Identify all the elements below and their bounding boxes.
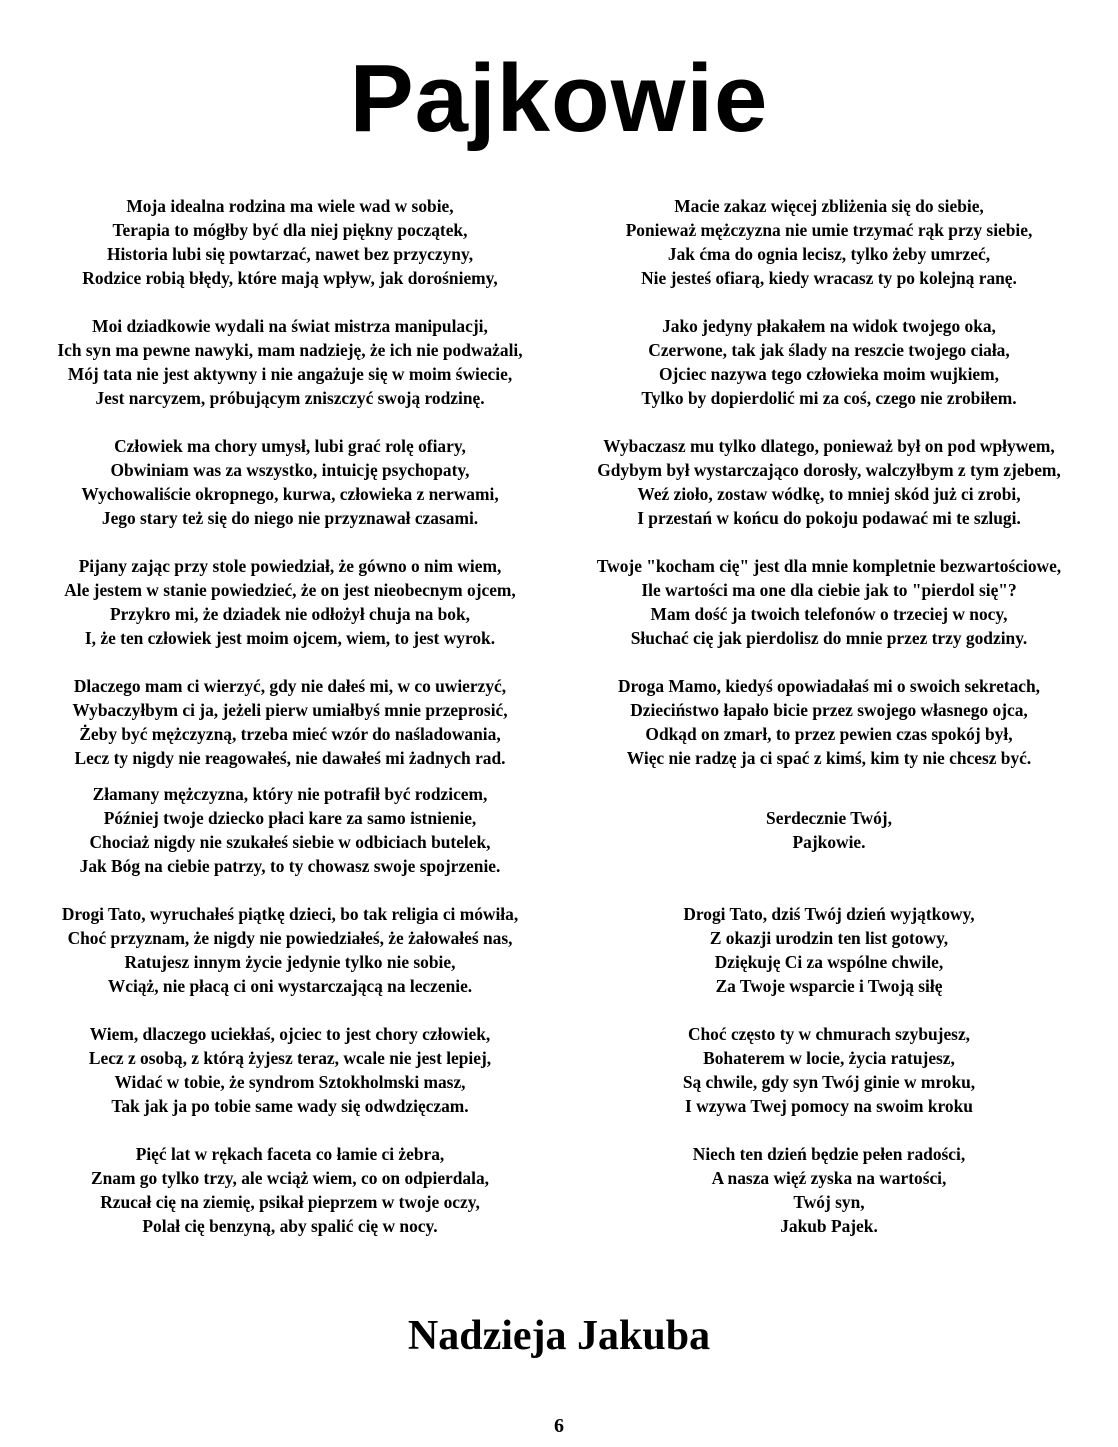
verse-line: Drogi Tato, dziś Twój dzień wyjątkowy, <box>683 904 975 924</box>
verse-line: Złamany mężczyzna, który nie potrafił być rodzicem, <box>92 784 488 804</box>
verse-line: Są chwile, gdy syn Twój ginie w mroku, <box>682 1072 976 1092</box>
verse-line: Moi dziadkowie wydali na świat mistrza manipulacji, <box>92 316 488 336</box>
verse-line: Człowiek ma chory umysł, lubi grać rolę ofiary, <box>114 436 466 456</box>
verse-line: Czerwone, tak jak ślady na reszcie twojego ciała, <box>648 340 1010 360</box>
verse-line: Tylko by dopierdolić mi za coś, czego nie zrobiłem. <box>641 388 1017 408</box>
verse-line: Bohaterem w locie, życia ratujesz, <box>703 1048 955 1068</box>
verse-line: Wychowaliście okropnego, kurwa, człowieka z nerwami, <box>81 484 499 504</box>
verse-line: Odkąd on zmarł, to przez pewien czas spokój był, <box>645 724 1013 744</box>
stanza <box>560 1142 1098 1238</box>
verse-line: I, że ten człowiek jest moim ojcem, wiem, to jest wyrok. <box>84 628 496 648</box>
verse-line: Jak Bóg na ciebie patrzy, to ty chowasz swoje spojrzenie. <box>79 856 501 876</box>
verse-line: Dlaczego mam ci wierzyć, gdy nie dałeś mi, w co uwierzyć, <box>73 676 507 696</box>
verse-line: Jakub Pajek. <box>780 1216 878 1236</box>
verse-line: Niech ten dzień będzie pełen radości, <box>692 1144 966 1164</box>
left-column <box>16 194 564 1262</box>
verse-line: I wzywa Twej pomocy na swoim kroku <box>685 1096 973 1116</box>
verse-line: Wiem, dlaczego uciekłaś, ojciec to jest chory człowiek, <box>89 1024 491 1044</box>
verse-line: Ponieważ mężczyzna nie umie trzymać rąk przy siebie, <box>625 220 1033 240</box>
verse-line: Ojciec nazywa tego człowieka moim wujkiem, <box>658 364 999 384</box>
verse-line: Jak ćma do ognia lecisz, tylko żeby umrzeć, <box>667 244 991 264</box>
verse-line: Wybaczyłbym ci ja, jeżeli pierw umiałbyś mnie przeprosić, <box>72 700 508 720</box>
verse-line: Weź zioło, zostaw wódkę, to mniej skód już ci zrobi, <box>637 484 1021 504</box>
stanza <box>560 194 1098 290</box>
page-number: 6 <box>554 1415 564 1437</box>
verse-line: Droga Mamo, kiedyś opowiadałaś mi o swoich sekretach, <box>617 676 1041 696</box>
verse-line: Żeby być mężczyzną, trzeba mieć wzór do naśladowania, <box>79 724 501 744</box>
verse-line: Twoje "kocham cię" jest dla mnie kompletnie bezwartościowe, <box>596 556 1062 576</box>
verse-line: Drogi Tato, wyruchałeś piątkę dzieci, bo tak religia ci mówiła, <box>61 904 519 924</box>
verse-line: Dzieciństwo łapało bicie przez swojego własnego ojca, <box>630 700 1028 720</box>
verse-line: Znam go tylko trzy, ale wciąż wiem, co on odpierdala, <box>90 1168 489 1188</box>
verse-line: Jest narcyzem, próbującym zniszczyć swoją rodzinę. <box>95 388 485 408</box>
signature-line: Serdecznie Twój, <box>766 808 892 828</box>
verse-line: Nie jesteś ofiarą, kiedy wracasz ty po kolejną ranę. <box>641 268 1017 288</box>
verse-line: Chociaż nigdy nie szukałeś siebie w odbiciach butelek, <box>89 832 491 852</box>
verse-line: Więc nie radzę ja ci spać z kimś, kim ty nie chcesz być. <box>626 748 1032 768</box>
stanza <box>16 434 564 530</box>
verse-line: Wciąż, nie płacą ci oni wystarczającą na leczenie. <box>107 976 473 996</box>
verse-line: Ratujesz innym życie jedynie tylko nie sobie, <box>124 952 456 972</box>
stanza <box>16 314 564 410</box>
stanza <box>560 434 1098 530</box>
verse-line: Tak jak ja po tobie same wady się odwdzięczam. <box>111 1096 469 1116</box>
verse-line: Moja idealna rodzina ma wiele wad w sobie, <box>126 196 454 216</box>
verse-line: Choć przyznam, że nigdy nie powiedziałeś, że żałowałeś nas, <box>67 928 513 948</box>
stanza <box>16 1022 564 1118</box>
verse-line: Pijany zając przy stole powiedział, że gówno o nim wiem, <box>78 556 502 576</box>
verse-line: Ich syn ma pewne nawyki, mam nadzieję, że ich nie podważali, <box>57 340 523 360</box>
verse-line: Mam dość ja twoich telefonów o trzeciej w nocy, <box>650 604 1008 624</box>
verse-line: Słuchać cię jak pierdolisz do mnie przez trzy godziny. <box>630 628 1028 648</box>
stanza <box>16 902 564 998</box>
verse-line: Przykro mi, że dziadek nie odłożył chuja na bok, <box>109 604 471 624</box>
signature-line: Pajkowie. <box>792 832 866 852</box>
stanza <box>560 554 1098 650</box>
verse-line: Obwiniam was za wszystko, intuicję psychopaty, <box>110 460 470 480</box>
verse-line: Jako jedyny płakałem na widok twojego oka, <box>662 316 996 336</box>
stanza <box>560 314 1098 410</box>
stanza <box>560 674 1098 770</box>
verse-line: Wybaczasz mu tylko dlatego, ponieważ był on pod wpływem, <box>603 436 1055 456</box>
verse-line: Z okazji urodzin ten list gotowy, <box>709 928 949 948</box>
verse-line: Lecz z osobą, z którą żyjesz teraz, wcale nie jest lepiej, <box>88 1048 492 1068</box>
stanza <box>560 1022 1098 1118</box>
verse-line: Twój syn, <box>793 1192 865 1212</box>
verse-line: Rzucał cię na ziemię, psikał pieprzem w twoje oczy, <box>100 1192 480 1212</box>
stanza <box>16 1142 564 1238</box>
stanza <box>16 674 564 770</box>
verse-line: Gdybym był wystarczająco dorosły, walczyłbym z tym zjebem, <box>597 460 1061 480</box>
verse-line: Rodzice robią błędy, które mają wpływ, jak dorośniemy, <box>82 268 498 288</box>
verse-line: A nasza więź zyska na wartości, <box>711 1168 947 1188</box>
verse-line: I przestań w końcu do pokoju podawać mi te szlugi. <box>637 508 1021 528</box>
verse-line: Mój tata nie jest aktywny i nie angażuje się w moim świecie, <box>67 364 513 384</box>
verse-line: Lecz ty nigdy nie reagowałeś, nie dawałeś mi żadnych rad. <box>74 748 506 768</box>
verse-line: Historia lubi się powtarzać, nawet bez przyczyny, <box>106 244 474 264</box>
signature <box>560 806 1098 854</box>
verse-line: Macie zakaz więcej zbliżenia się do siebie, <box>674 196 984 216</box>
verse-line: Później twoje dziecko płaci kare za samo istnienie, <box>103 808 477 828</box>
stanza <box>560 902 1098 998</box>
verse-line: Dziękuję Ci za wspólne chwile, <box>714 952 944 972</box>
verse-line: Ale jestem w stanie powiedzieć, że on jest nieobecnym ojcem, <box>64 580 516 600</box>
verse-line: Za Twoje wsparcie i Twoją siłę <box>715 976 943 996</box>
verse-line: Pięć lat w rękach faceta co łamie ci żebra, <box>135 1144 445 1164</box>
verse-line: Polał cię benzyną, aby spalić cię w nocy. <box>142 1216 438 1236</box>
verse-line: Widać w tobie, że syndrom Sztokholmski masz, <box>114 1072 466 1092</box>
verse-line: Terapia to mógłby być dla niej piękny początek, <box>112 220 468 240</box>
stanza <box>16 782 564 878</box>
verse-line: Choć często ty w chmurach szybujesz, <box>687 1024 971 1044</box>
stanza <box>16 554 564 650</box>
right-column <box>560 194 1098 1262</box>
stanza <box>16 194 564 290</box>
verse-line: Ile wartości ma one dla ciebie jak to "pierdol się"? <box>641 580 1017 600</box>
page-title: Pajkowie <box>349 45 769 152</box>
verse-line: Jego stary też się do niego nie przyznawał czasami. <box>101 508 479 528</box>
footer-title: Nadzieja Jakuba <box>407 1313 711 1359</box>
